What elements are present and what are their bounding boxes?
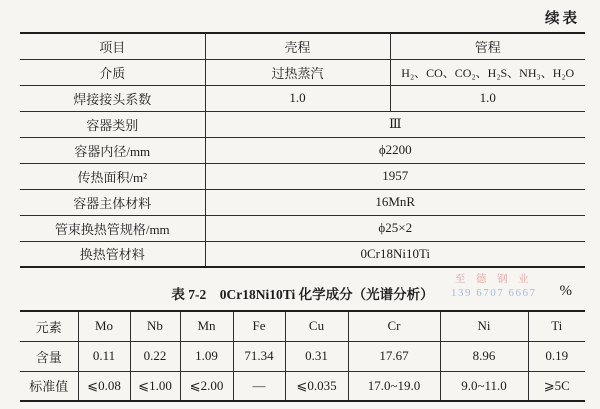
composition-content-row [20, 341, 585, 371]
spec-tube-value: 1.0 [390, 85, 585, 111]
spec-row-vessel-material [20, 189, 585, 215]
composition-value-cell: 0.22 [130, 341, 180, 371]
composition-header-cell: Ti [528, 311, 585, 341]
spec-row-inner-diameter [20, 137, 585, 163]
composition-row-label: 标准值 [20, 371, 78, 401]
composition-header-cell: 元素 [35, 319, 62, 335]
spec-row-tube-spec [20, 215, 585, 241]
composition-header-cell: Cr [348, 311, 440, 341]
spec-row-label: 焊接接头系数 [20, 85, 205, 111]
watermark-phone-text: 139 6707 6667 [451, 286, 537, 299]
spec-row-label: 管束换热管规格/mm [20, 215, 205, 241]
continued-table-label: 续表 [545, 11, 580, 27]
composition-value-cell: ⩾5C [528, 371, 585, 401]
spec-row-tube-material [20, 241, 585, 267]
spec-row-vessel-class [20, 111, 585, 137]
composition-value-cell: 17.67 [348, 341, 440, 371]
spec-row-label: 容器主体材料 [20, 189, 205, 215]
spec-span-value: Ⅲ [205, 111, 585, 137]
composition-header-cell: Ni [440, 311, 528, 341]
spec-row-label: 容器类别 [20, 111, 205, 137]
spec-tube-value: H₂、CO、CO₂、H₂S、NH₃、H₂O [390, 59, 585, 85]
watermark-company-text: 至 德 钢 业 [454, 274, 533, 285]
spec-header-tube: 管程 [390, 33, 585, 59]
composition-table-caption: 表 7-2 0Cr18Ni10Ti 化学成分（光谱分析） [171, 287, 434, 302]
composition-value-cell: ⩽2.00 [180, 371, 233, 401]
composition-value-cell: 8.96 [440, 341, 528, 371]
composition-standard-row [20, 371, 585, 401]
spec-row-label: 介质 [20, 59, 205, 85]
composition-table [20, 310, 585, 402]
spec-span-value: 16MnR [205, 189, 585, 215]
spec-row-heat-area [20, 163, 585, 189]
composition-header-cell: Mn [180, 311, 233, 341]
composition-header-cell: Cu [285, 311, 348, 341]
composition-value-cell: ⩽0.08 [78, 371, 130, 401]
spec-header-row [20, 33, 585, 59]
composition-value-cell: 0.31 [285, 341, 348, 371]
composition-header-cell: Nb [130, 311, 180, 341]
composition-header-cell: Fe [233, 311, 285, 341]
spec-header-shell: 壳程 [205, 33, 390, 59]
spec-table [20, 32, 585, 268]
composition-value-cell: ⩽1.00 [130, 371, 180, 401]
spec-span-value: 1957 [205, 163, 585, 189]
composition-header-cell: Mo [78, 311, 130, 341]
composition-value-cell: 1.09 [180, 341, 233, 371]
spec-row-label: 换热管材料 [20, 241, 205, 267]
spec-span-value: 0Cr18Ni10Ti [205, 241, 585, 267]
composition-value-cell: 71.34 [233, 341, 285, 371]
spec-row-medium [20, 59, 585, 85]
composition-value-cell: ⩽0.035 [285, 371, 348, 401]
spec-row-label: 容器内径/mm [20, 137, 205, 163]
composition-value-cell: 17.0~19.0 [348, 371, 440, 401]
spec-span-value: ϕ25×2 [205, 215, 585, 241]
composition-header-row [20, 311, 585, 341]
composition-value-cell: — [233, 371, 285, 401]
spec-shell-value: 1.0 [205, 85, 390, 111]
spec-span-value: ϕ2200 [205, 137, 585, 163]
composition-unit-label: % [559, 283, 572, 299]
spec-header-item: 项目 [99, 39, 126, 55]
spec-shell-value: 过热蒸汽 [205, 59, 390, 85]
composition-value-cell: 0.19 [528, 341, 585, 371]
composition-value-cell: 0.11 [78, 341, 130, 371]
spec-row-label: 传热面积/m² [20, 163, 205, 189]
composition-value-cell: 9.0~11.0 [440, 371, 528, 401]
composition-row-label: 含量 [20, 341, 78, 371]
spec-row-weld-coefficient [20, 85, 585, 111]
